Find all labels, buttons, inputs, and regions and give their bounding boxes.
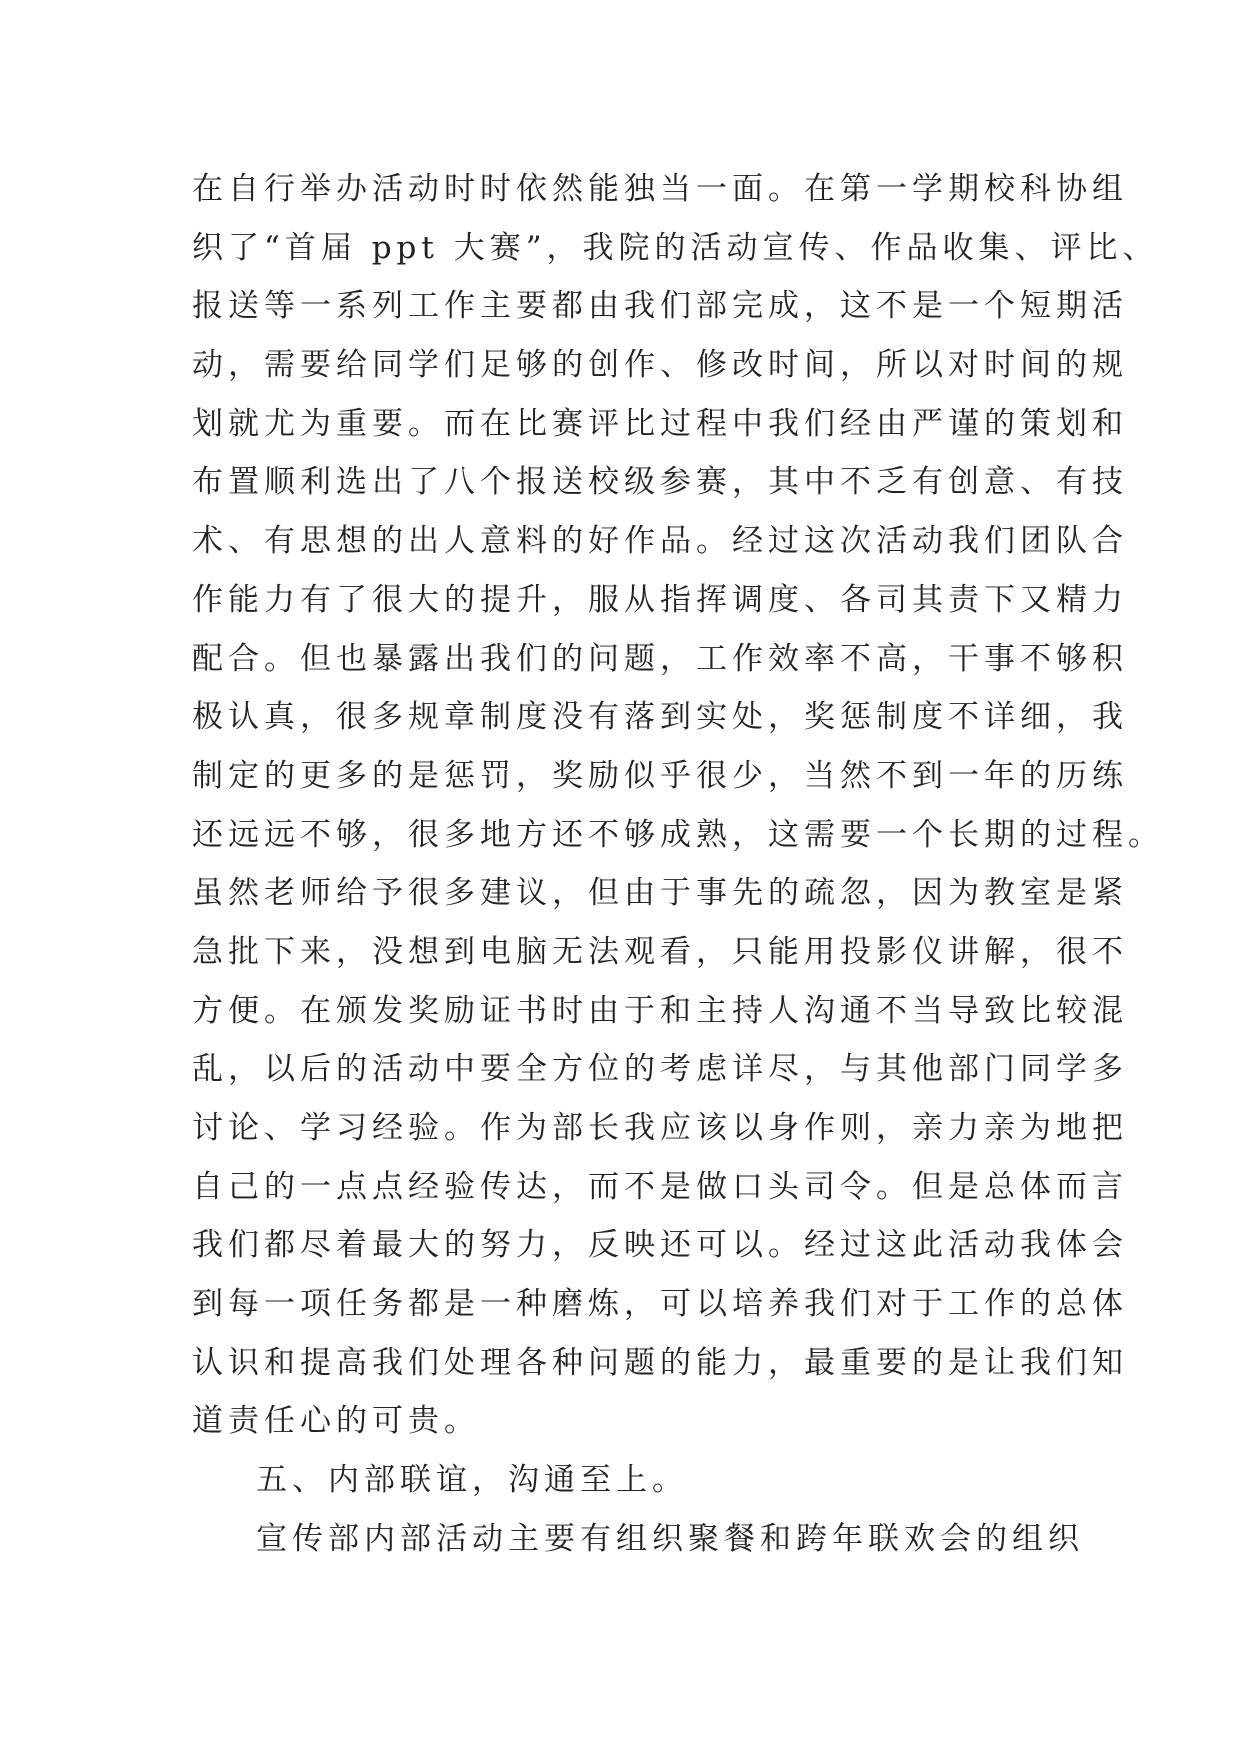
text-line: 作能力有了很大的提升，服从指挥调度、各司其责下又精力 — [192, 581, 1128, 618]
text-line: 在自行举办活动时时依然能独当一面。在第一学期校科协组 — [192, 171, 1128, 207]
text-line: 动，需要给同学们足够的创作、修改时间，所以对时间的规 — [192, 347, 1128, 384]
text-line: 划就尤为重要。而在比赛评比过程中我们经由严谨的策划和 — [192, 405, 1128, 442]
text-line: 还远远不够，很多地方还不够成熟，这需要一个长期的过程。 — [192, 816, 1164, 853]
text-line: 我们都尽着最大的努力，反映还可以。经过这此活动我体会 — [192, 1227, 1128, 1264]
text-line: 配合。但也暴露出我们的问题，工作效率不高，干事不够积 — [192, 640, 1128, 677]
text-line: 制定的更多的是惩罚，奖励似乎很少，当然不到一年的历练 — [192, 757, 1128, 794]
text-line: 织了“首届 ppt 大赛”，我院的活动宣传、作品收集、评比、 — [192, 229, 1159, 266]
text-line: 急批下来，没想到电脑无法观看，只能用投影仪讲解，很不 — [192, 933, 1128, 970]
text-line: 认识和提高我们处理各种问题的能力，最重要的是让我们知 — [192, 1344, 1128, 1381]
body-text — [192, 160, 1164, 1569]
text-line: 布置顺利选出了八个报送校级参赛，其中不乏有创意、有技 — [192, 464, 1128, 501]
text-line: 道责任心的可贵。 — [192, 1403, 480, 1440]
text-line: 乱，以后的活动中要全方位的考虑详尽，与其他部门同学多 — [192, 1051, 1128, 1088]
text-line: 方便。在颁发奖励证书时由于和主持人沟通不当导致比较混 — [192, 992, 1128, 1029]
text-line: 自己的一点点经验传达，而不是做口头司令。但是总体而言 — [192, 1168, 1128, 1205]
text-line: 术、有思想的出人意料的好作品。经过这次活动我们团队合 — [192, 523, 1128, 560]
text-line: 虽然老师给予很多建议，但由于事先的疏忽，因为教室是紧 — [192, 875, 1128, 912]
text-line: 到每一项任务都是一种磨炼，可以培养我们对于工作的总体 — [192, 1286, 1128, 1323]
section-heading: 五、内部联谊，沟通至上。 — [256, 1462, 688, 1499]
text-line: 讨论、学习经验。作为部长我应该以身作则，亲力亲为地把 — [192, 1110, 1128, 1146]
text-line: 报送等一系列工作主要都由我们部完成，这不是一个短期活 — [192, 288, 1128, 325]
text-line: 宣传部内部活动主要有组织聚餐和跨年联欢会的组织 — [256, 1520, 1084, 1557]
text-line: 极认真，很多规章制度没有落到实处，奖惩制度不详细，我 — [192, 699, 1128, 736]
